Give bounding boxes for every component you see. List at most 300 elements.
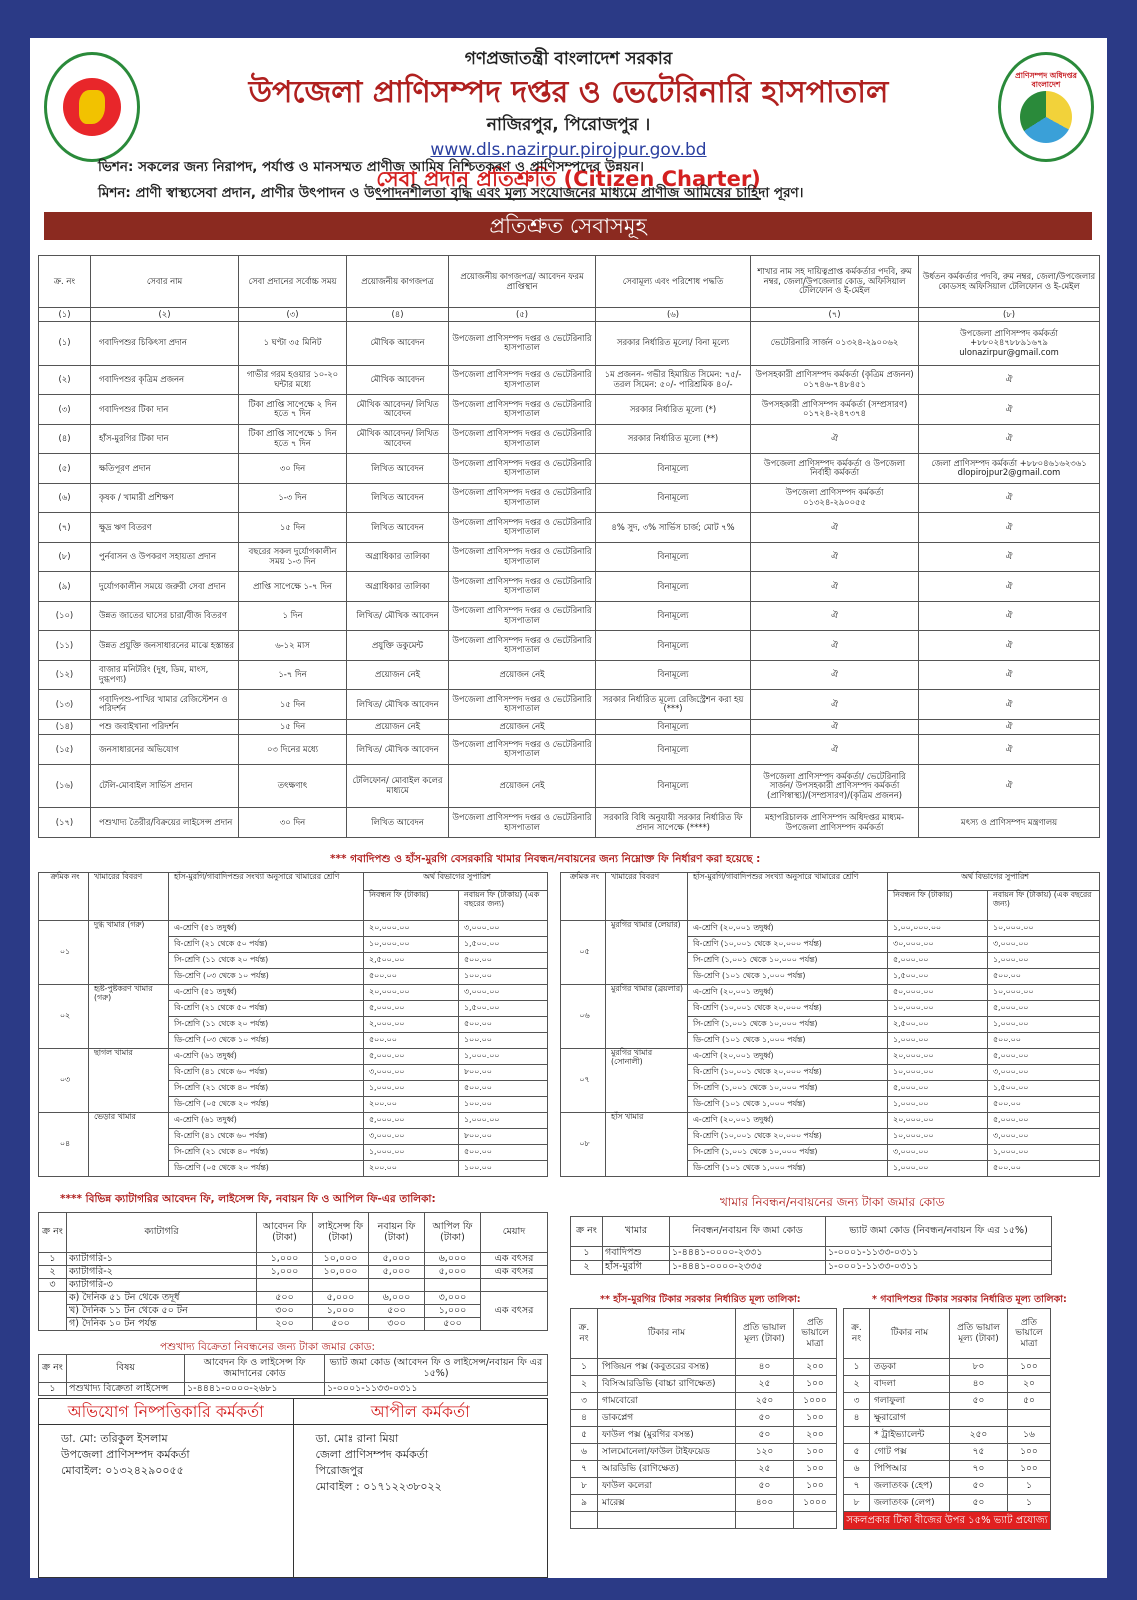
fee-value: ১,০০০.০০ [988, 1145, 1100, 1161]
service-cell: বিনামূল্যে [596, 572, 751, 602]
farm-grade: এ-শ্রেণি (৫১ তদুর্ধ্ব) [169, 985, 364, 1001]
table-row [561, 1113, 1100, 1129]
fee-value: ১০০.০০ [459, 1097, 548, 1113]
dls-logo-text: প্রাণিসম্পদ অধিদপ্তর বাংলাদেশ [1015, 71, 1077, 89]
farm-serial: ০৩ [39, 1049, 89, 1113]
column-header: লাইসেন্স ফি (টাকা) [313, 1213, 369, 1253]
table-row [39, 1305, 548, 1318]
service-cell: উপজেলা প্রাণিসম্পদ দপ্তর ও ভেটেরিনারি হাসপাতাল [449, 601, 596, 631]
service-cell: প্রয়োজন নেই [449, 660, 596, 690]
table-cell: ৭০ [950, 1461, 1008, 1478]
website-link[interactable]: www.dls.nazirpur.pirojpur.gov.bd [430, 140, 707, 160]
farm-serial: ০৪ [39, 1113, 89, 1177]
service-cell: সরকার নির্ধারিত মূল্যে (*) [596, 395, 751, 425]
service-cell: বছরের সকল দুর্যোগকালীন সময় ১-৩ দিন [239, 542, 347, 572]
category-fee-title: **** বিভিন্ন ক্যাটাগরির আবেদন ফি, লাইসেন্স ফি, নবায়ন ফি ও আপিল ফি-এর তালিকা: [60, 1193, 436, 1205]
table-cell: ১ [1008, 1478, 1051, 1495]
category-cell: এক বৎসর [481, 1253, 548, 1266]
service-cell: ১৫ দিন [239, 513, 347, 543]
table-cell: ১০০ [1008, 1359, 1051, 1376]
service-cell: উন্নত জাতের ঘাসের চারা/বীজ বিতরণ [91, 601, 239, 631]
service-cell: পশু জবাইখানা পরিদর্শন [91, 719, 239, 734]
service-cell: ঐ [919, 513, 1100, 543]
fee-value: ১,০০০.০০ [988, 953, 1100, 969]
table-cell: আরডিভি (রাণিক্ষেত) [598, 1461, 736, 1478]
category-cell: ক্যাটাগরি-১ [67, 1253, 257, 1266]
column-header: ক্র. নং [39, 256, 91, 308]
farm-type: ভেড়ার খামার [89, 1113, 169, 1177]
table-row [39, 985, 548, 1001]
column-number: (৫) [449, 308, 596, 322]
table-cell: ১-৪৪৪১-০০০০-২৩৩৫ [670, 1261, 826, 1275]
service-cell: ঐ [751, 690, 919, 720]
fee-value: ৮০০.০০ [459, 1129, 548, 1145]
service-cell: উন্নত প্রযুক্তি জনসাধারনের মাঝে হস্তান্তর [91, 631, 239, 661]
office-location: নাজিরপুর, পিরোজপুর । [486, 115, 651, 135]
service-cell: সরকার নির্ধারিত মূল্যে রেজিস্ট্রেশন করা হয় (***) [596, 690, 751, 720]
fee-value: ২,০০০.০০ [364, 1017, 459, 1033]
category-cell: ৫,০০০ [425, 1266, 481, 1279]
table-row [39, 719, 1100, 734]
fee-value: ৫০,০০০.০০ [888, 985, 988, 1001]
farm-grade: সি-শ্রেণি (২১ থেকে ৪০ পর্যন্ত) [169, 1145, 364, 1161]
column-header: আবেদন ফি (টাকা) [257, 1213, 313, 1253]
table-row [39, 542, 1100, 572]
farm-type: হৃষ্ট-পুষ্টকরণ খামার (গরু) [89, 985, 169, 1049]
column-header: ক্র. নং [844, 1309, 870, 1359]
column-header: ভ্যাট জমা কোড (নিবন্ধন/নবায়ন ফি এর ১৫%) [826, 1217, 1052, 1247]
table-cell [950, 1410, 1008, 1427]
table-cell: ১ [571, 1359, 598, 1376]
service-cell: ক্ষতিপূরণ প্রদান [91, 454, 239, 484]
service-cell: উপজেলা প্রাণিসম্পদ কর্মকর্তা ও উপজেলা নির্বাহী কর্মকর্তা [751, 454, 919, 484]
service-cell: ঐ [919, 395, 1100, 425]
category-cell [313, 1279, 369, 1292]
table-row [39, 1253, 548, 1266]
farm-serial: ০৮ [561, 1113, 606, 1177]
service-cell: গবাদিপশুর টিকা দান [91, 395, 239, 425]
column-header: অর্থ বিভাগের সুপারিশ [364, 873, 548, 891]
empty-cell [39, 1292, 67, 1331]
table-cell: ৯ [571, 1495, 598, 1512]
table-row [39, 1292, 548, 1305]
fee-value: ৩,০০০.০০ [364, 1129, 459, 1145]
service-cell: উপজেলা প্রাণিসম্পদ দপ্তর ও ভেটেরিনারি হাসপাতাল [449, 631, 596, 661]
column-header: আপিল ফি (টাকা) [425, 1213, 481, 1253]
service-cell: উপজেলা প্রাণিসম্পদ কর্মকর্তা ০১৩২৪-২৯০০৫৫ [751, 483, 919, 513]
table-cell: জলাতংক (হেপ) [870, 1478, 950, 1495]
service-cell: সরকার নির্ধারিত মূল্যে (**) [596, 424, 751, 454]
fee-value: ২০০.০০ [364, 1097, 459, 1113]
service-cell: সরকার নির্ধারিত মূল্যে/ বিনা মূল্যে [596, 322, 751, 366]
table-row [571, 1393, 837, 1410]
service-cell: (৭) [39, 513, 91, 543]
service-cell: উপজেলা প্রাণিসম্পদ দপ্তর ও ভেটেরিনারি হাসপাতাল [449, 690, 596, 720]
table-cell: ৫০ [950, 1393, 1008, 1410]
farm-serial: ০৬ [561, 985, 606, 1049]
table-cell: গবাদিপশু [603, 1247, 670, 1261]
table-row [844, 1410, 1051, 1427]
service-cell: ক্ষুদ্র ঋণ বিতরণ [91, 513, 239, 543]
grievance-officer-title: অভিযোগ নিষ্পত্তিকারি কর্মকর্তা [39, 1399, 293, 1425]
office-title: উপজেলা প্রাণিসম্পদ দপ্তর ও ভেটেরিনারি হাসপাতাল [248, 75, 889, 110]
service-cell: ১ম প্রজনন- গভীর হিমায়িত সিমেন: ৭৫/- তরল সিমেন: ৫০/- পারিশ্রমিক ৪০/- [596, 365, 751, 395]
service-cell: ঐ [919, 660, 1100, 690]
category-cell: ৩ [39, 1279, 67, 1292]
table-cell: ৮ [844, 1495, 870, 1512]
table-row [39, 308, 1100, 322]
fee-value: ৩,০০০.০০ [364, 1065, 459, 1081]
fee-value: ৫০০.০০ [988, 1033, 1100, 1049]
category-cell: ৫,০০০ [369, 1253, 425, 1266]
table-row [561, 985, 1100, 1001]
table-cell: বাদলা [870, 1376, 950, 1393]
service-cell: মৎস্য ও প্রাণিসম্পদ মন্ত্রণালয় [919, 808, 1100, 838]
service-cell: বিনামূল্যে [596, 542, 751, 572]
service-cell: লিখিত/ মৌখিক আবেদন [347, 601, 449, 631]
service-cell: (১৫) [39, 735, 91, 765]
table-cell: জলাতংক (লেপ) [870, 1495, 950, 1512]
table-cell: ১০০০ [794, 1495, 837, 1512]
table-row [571, 1309, 837, 1359]
column-header: প্রয়োজনীয় কাগজপত্র/ আবেদন ফরম প্রাপ্তিস্থান [449, 256, 596, 308]
fee-value: ১০,০০০.০০ [988, 985, 1100, 1001]
table-cell: ৬ [571, 1444, 598, 1461]
service-cell: লিখিত/ মৌখিক আবেদন [347, 735, 449, 765]
table-cell: ২৫ [736, 1461, 794, 1478]
table-cell: ফাউল পক্স (মুরগির বসন্ত) [598, 1427, 736, 1444]
service-cell: ঐ [751, 719, 919, 734]
table-row [571, 1410, 837, 1427]
farm-grade: সি-শ্রেণি (১,০০১ থেকে ১০,০০০ পর্যন্ত) [688, 1081, 888, 1097]
service-cell: হাঁস-মুরগির টিকা দান [91, 424, 239, 454]
service-cell: ঐ [919, 483, 1100, 513]
service-cell: ১-৩ দিন [239, 483, 347, 513]
fee-value: ৩,০০০.০০ [459, 985, 548, 1001]
services-table [38, 255, 1100, 838]
table-cell: ৫ [844, 1444, 870, 1461]
table-row [571, 1512, 837, 1529]
fee-value: ১,০০০.০০ [364, 1081, 459, 1097]
category-cell: ৫০০ [257, 1292, 313, 1305]
farm-grade: ডি-শ্রেণি (০৫ থেকে ২০ পর্যন্ত) [169, 1161, 364, 1177]
service-cell: উপজেলা প্রাণিসম্পদ দপ্তর ও ভেটেরিনারি হাসপাতাল [449, 424, 596, 454]
farm-code-title: খামার নিবন্ধন/নবায়নের জন্য টাকা জমার কোড [720, 1195, 945, 1209]
fee-value: ৫০০.০০ [364, 1033, 459, 1049]
farm-grade: সি-শ্রেণি (২১ থেকে ৪০ পর্যন্ত) [169, 1081, 364, 1097]
table-row [844, 1309, 1051, 1359]
farm-code-table [570, 1216, 1052, 1275]
farm-grade: বি-শ্রেণি (২১ থেকে ৫০ পর্যন্ত) [169, 1001, 364, 1017]
service-cell: লিখিত আবেদন [347, 808, 449, 838]
table-row [571, 1261, 1052, 1275]
farm-grade: ডি-শ্রেণি (১০১ থেকে ১,০০০ পর্যন্ত) [688, 1033, 888, 1049]
service-cell: ঐ [919, 572, 1100, 602]
grievance-officer [39, 1399, 294, 1577]
service-cell: (১৭) [39, 808, 91, 838]
column-header: সেবার নাম [91, 256, 239, 308]
appeal-officer-designation: জেলা প্রাণিসম্পদ কর্মকর্তা [315, 1448, 429, 1461]
fee-value: ১,০০০.০০ [888, 1097, 988, 1113]
column-header: নিবন্ধন ফি (টাকায়) [888, 891, 988, 921]
table-cell [844, 1427, 870, 1444]
fee-value: ৫,০০০.০০ [364, 1049, 459, 1065]
service-cell: ১৫ দিন [239, 719, 347, 734]
fee-value: ২০,০০০.০০ [888, 1113, 988, 1129]
table-cell: মারেক্স [598, 1495, 736, 1512]
service-cell: তৎক্ষণাৎ [239, 764, 347, 808]
farm-grade: সি-শ্রেণি (১,০০১ থেকে ১০,০০০ পর্যন্ত) [688, 953, 888, 969]
table-cell: ২০০ [794, 1427, 837, 1444]
service-cell: উপজেলা প্রাণিসম্পদ কর্মকর্তা/ ভেটেরিনারি সার্জন/ উপসহকারী প্রাণিসম্পদ কর্মকর্তা (প্রাণিস্বাস্থ্য)/(সম্প্রসারণ)/(কৃত্রিম প্রজনন) [751, 764, 919, 808]
category-cell: ৫০০ [369, 1305, 425, 1318]
service-cell: বাজার মনিটরিং (দুধ, ডিম, মাংস, দুগ্ধপণ্য) [91, 660, 239, 690]
table-cell: ৫০ [736, 1427, 794, 1444]
farm-serial: ০১ [39, 921, 89, 985]
column-header: প্রতি ভায়াল মূল্য (টাকা) [736, 1309, 794, 1359]
service-cell: (১৩) [39, 690, 91, 720]
service-cell: টিকা প্রাপ্তি সাপেক্ষে ২ দিন হতে ৭ দিন [239, 395, 347, 425]
category-cell: ১,০০০ [257, 1253, 313, 1266]
fee-value: ৫০০.০০ [459, 1081, 548, 1097]
table-cell: ৪ [844, 1410, 870, 1427]
table-cell [598, 1512, 736, 1529]
column-number: (৮) [919, 308, 1100, 322]
service-cell: প্রয়োজন নেই [347, 660, 449, 690]
table-row [39, 424, 1100, 454]
feed-code-table [38, 1354, 548, 1396]
table-row [39, 1318, 548, 1331]
column-header: নিবন্ধন ফি (টাকায়) [364, 891, 459, 921]
column-number: (৩) [239, 308, 347, 322]
fee-value: ১,০০,০০০.০০ [888, 921, 988, 937]
service-cell: বিনামূল্যে [596, 454, 751, 484]
category-cell: ১০,০০০ [313, 1253, 369, 1266]
service-cell: ১-৭ দিন [239, 660, 347, 690]
farm-grade: এ-শ্রেণি (২০,০০১ তদুর্ধ্ব) [688, 1113, 888, 1129]
fee-value: ১,০০০.০০ [364, 1145, 459, 1161]
fee-value: ১,৫০০.০০ [888, 969, 988, 985]
column-header: টিকার নাম [870, 1309, 950, 1359]
table-cell: ৫০ [950, 1495, 1008, 1512]
table-cell [571, 1512, 598, 1529]
service-cell: ১ ঘণ্টা ৩৫ মিনিট [239, 322, 347, 366]
service-cell: ০৩ দিনের মধ্যে [239, 735, 347, 765]
column-header: শাখার নাম সহ দায়িত্বপ্রাপ্ত কর্মকর্তার পদবি, রুম নম্বর, জেলা/উপজেলার কোড, অফিসিয়াল টেলিফোন ও ই-মেইল [751, 256, 919, 308]
service-cell: ঐ [919, 542, 1100, 572]
service-cell: ঐ [751, 660, 919, 690]
farm-type: মুরগির খামার (ব্রয়লার) [606, 985, 688, 1049]
table-cell: ১-০০০১-১১৩৩-০৩১১ [826, 1247, 1052, 1261]
table-cell: ৭ [571, 1461, 598, 1478]
fee-value: ১,৫০০.০০ [459, 1001, 548, 1017]
fee-value: ১০০.০০ [459, 1033, 548, 1049]
column-number: (১) [39, 308, 91, 322]
column-header: প্রতি ভায়াল মূল্য (টাকা) [950, 1309, 1008, 1359]
farm-grade: ডি-শ্রেণি (১০১ থেকে ১,০০০ পর্যন্ত) [688, 1161, 888, 1177]
service-cell: মৌখিক আবেদন [347, 322, 449, 366]
farm-grade: বি-শ্রেণি (২১ থেকে ৫০ পর্যন্ত) [169, 937, 364, 953]
table-row [844, 1478, 1051, 1495]
table-cell: ডাকপ্লেগ [598, 1410, 736, 1427]
column-header: ক্র নং [571, 1217, 603, 1247]
column-header: সেবা প্রদানের সর্বোচ্চ সময় [239, 256, 347, 308]
table-row [844, 1444, 1051, 1461]
farm-grade: বি-শ্রেণি (১০,০০১ থেকে ২০,০০০ পর্যন্ত) [688, 1129, 888, 1145]
service-cell: ৩০ দিন [239, 454, 347, 484]
column-header: ক্যাটাগরি [67, 1213, 257, 1253]
service-cell: উপজেলা প্রাণিসম্পদ দপ্তর ও ভেটেরিনারি হাসপাতাল [449, 735, 596, 765]
table-cell: ১০০০ [794, 1393, 837, 1410]
service-cell: অগ্রাধিকার তালিকা [347, 542, 449, 572]
fee-value: ৫,০০০.০০ [364, 1001, 459, 1017]
table-cell: ৬ [844, 1461, 870, 1478]
table-row [571, 1247, 1052, 1261]
category-cell: ৬,০০০ [369, 1292, 425, 1305]
service-cell: প্রয়োজন নেই [449, 764, 596, 808]
farm-type: ছাগল খামার [89, 1049, 169, 1113]
service-cell: (১৬) [39, 764, 91, 808]
table-cell: ১৬ [1008, 1427, 1051, 1444]
service-cell: প্রাপ্তি সাপেক্ষে ১-৭ দিন [239, 572, 347, 602]
officers-box [38, 1398, 548, 1578]
table-cell: ১-০০০১-১১৩৩-০৩১১ [325, 1383, 548, 1396]
service-cell: (৬) [39, 483, 91, 513]
farm-grade: বি-শ্রেণি (৪১ থেকে ৬০ পর্যন্ত) [169, 1129, 364, 1145]
fee-value: ১০,০০০.০০ [888, 1065, 988, 1081]
table-cell: ২৫০ [736, 1393, 794, 1410]
table-row [39, 395, 1100, 425]
service-cell: (৫) [39, 454, 91, 484]
column-header: নবায়ন ফি (টাকা) [369, 1213, 425, 1253]
table-row [39, 601, 1100, 631]
table-cell: ৭ [844, 1478, 870, 1495]
table-cell: ৪০ [950, 1376, 1008, 1393]
column-header: হাঁস-মুরগি/গাবাদিপশুর সংখ্যা অনুসারে খামারের শ্রেণি [688, 873, 888, 921]
fee-value: ৫০০.০০ [988, 969, 1100, 985]
service-cell: বিনামূল্যে [596, 601, 751, 631]
table-cell: ৮ [571, 1478, 598, 1495]
service-cell: বিনামূল্যে [596, 719, 751, 734]
table-cell [1008, 1410, 1051, 1427]
table-cell: ১২০ [736, 1444, 794, 1461]
service-cell: উপজেলা প্রাণিসম্পদ দপ্তর ও ভেটেরিনারি হাসপাতাল [449, 572, 596, 602]
farm-serial: ০৫ [561, 921, 606, 985]
table-cell: তড়কা [870, 1359, 950, 1376]
table-row [844, 1461, 1051, 1478]
category-fee-table [38, 1212, 548, 1331]
fee-value: ৫,০০০.০০ [988, 1049, 1100, 1065]
column-header: মেয়াদ [481, 1213, 548, 1253]
farm-grade: বি-শ্রেণি (১০,০০১ থেকে ২০,০০০ পর্যন্ত) [688, 1065, 888, 1081]
service-cell: উপজেলা প্রাণিসম্পদ দপ্তর ও ভেটেরিনারি হাসপাতাল [449, 395, 596, 425]
table-row [561, 873, 1100, 891]
service-cell: ঐ [919, 631, 1100, 661]
column-header: ক্র নং [39, 1355, 67, 1383]
fee-value: ১,০০০.০০ [888, 1033, 988, 1049]
table-row [844, 1427, 1051, 1444]
fee-value: ২০০.০০ [364, 1161, 459, 1177]
appeal-officer-district: পিরোজপুর [315, 1464, 364, 1477]
service-cell: পশুখাদ্য তৈরীর/বিক্রয়ের লাইসেন্স প্রদান [91, 808, 239, 838]
fee-value: ৫,০০০.০০ [988, 1113, 1100, 1129]
table-cell: ৪০০ [736, 1495, 794, 1512]
farm-grade: এ-শ্রেণি (৫১ তদুর্ধ্ব) [169, 921, 364, 937]
category-cell: ক্যাটাগরি-৩ [67, 1279, 257, 1292]
table-row [561, 1049, 1100, 1065]
service-cell: টিকা প্রাপ্তি সাপেক্ষে ১ দিন হতে ৭ দিন [239, 424, 347, 454]
column-number: (৪) [347, 308, 449, 322]
service-cell: ঐ [919, 424, 1100, 454]
column-header: বিষয় [67, 1355, 185, 1383]
table-cell: ১ [844, 1359, 870, 1376]
fee-value: ২,৫০০.০০ [364, 953, 459, 969]
service-cell: অগ্রাধিকার তালিকা [347, 572, 449, 602]
table-cell: ১ [1008, 1495, 1051, 1512]
table-cell: ২০ [1008, 1376, 1051, 1393]
column-header: ক্রমিক নং [561, 873, 606, 921]
service-cell: উপজেলা প্রাণিসম্পদ দপ্তর ও ভেটেরিনারি হাসপাতাল [449, 513, 596, 543]
table-row [39, 1355, 548, 1383]
service-cell: প্রয়োজন নেই [449, 719, 596, 734]
service-cell: জনসাধারনের অভিযোগ [91, 735, 239, 765]
column-header: প্রতি ভায়ালে মাত্রা [794, 1309, 837, 1359]
column-header: প্রয়োজনীয় কাগজপত্র [347, 256, 449, 308]
table-row [571, 1461, 837, 1478]
service-cell: বিনামূল্যে [596, 764, 751, 808]
category-cell [481, 1279, 548, 1292]
service-cell: ঐ [919, 365, 1100, 395]
table-cell: * ট্রাইভ্যালেন্ট [870, 1427, 950, 1444]
farm-serial: ০২ [39, 985, 89, 1049]
service-cell: উপজেলা প্রাণিসম্পদ কর্মকর্তা +৮৮০২৪৭৮৮৯১৬৭৯ ulonazirpur@gmail.com [919, 322, 1100, 366]
service-cell: (১) [39, 322, 91, 366]
table-cell: ১০০ [1008, 1461, 1051, 1478]
column-header: ক্র. নং [571, 1309, 598, 1359]
category-cell: ৫০০ [313, 1318, 369, 1331]
farm-grade: এ-শ্রেণি (২০,০০১ তদুর্ধ্ব) [688, 985, 888, 1001]
table-cell: ৪ [571, 1410, 598, 1427]
category-cell: ২ [39, 1266, 67, 1279]
service-cell: ঐ [919, 601, 1100, 631]
service-cell: গবাদিপশু-পাখির খামার রেজিস্টেশন ও পরিদর্শন [91, 690, 239, 720]
table-cell: পশুখাদ্য বিক্রেতা লাইসেন্স [67, 1383, 185, 1396]
category-cell: ১ [39, 1253, 67, 1266]
service-cell: ঐ [751, 601, 919, 631]
service-cell: ৬-১২ মাস [239, 631, 347, 661]
category-cell: খ) দৈনিক ১১ টন থেকে ৫০ টন [67, 1305, 257, 1318]
fee-value: ৩,০০০.০০ [988, 1065, 1100, 1081]
fee-value: ১,০০০.০০ [988, 1017, 1100, 1033]
farm-grade: এ-শ্রেণি (৬১ তদুর্ধ্ব) [169, 1049, 364, 1065]
farm-type: হাঁস খামার [606, 1113, 688, 1177]
category-cell: ক্যাটাগরি-২ [67, 1266, 257, 1279]
fee-value: ৫,০০০.০০ [888, 1081, 988, 1097]
category-cell: ২০০ [257, 1318, 313, 1331]
service-cell: (২) [39, 365, 91, 395]
table-row [844, 1376, 1051, 1393]
fee-value: ১০,০০০.০০ [888, 1001, 988, 1017]
farm-grade: সি-শ্রেণি (১,০০১ থেকে ১০,০০০ পর্যন্ত) [688, 1145, 888, 1161]
service-cell: উপজেলা প্রাণিসম্পদ দপ্তর ও ভেটেরিনারি হাসপাতাল [449, 322, 596, 366]
column-header: নবায়ন ফি (টাকায়) (এক বছরের জন্য) [459, 891, 548, 921]
table-row [39, 365, 1100, 395]
service-cell: ঐ [751, 631, 919, 661]
table-row [39, 454, 1100, 484]
category-cell: ৫,০০০ [313, 1292, 369, 1305]
appeal-officer-title: আপীল কর্মকর্তা [294, 1399, 548, 1425]
table-cell: ২৫ [736, 1376, 794, 1393]
